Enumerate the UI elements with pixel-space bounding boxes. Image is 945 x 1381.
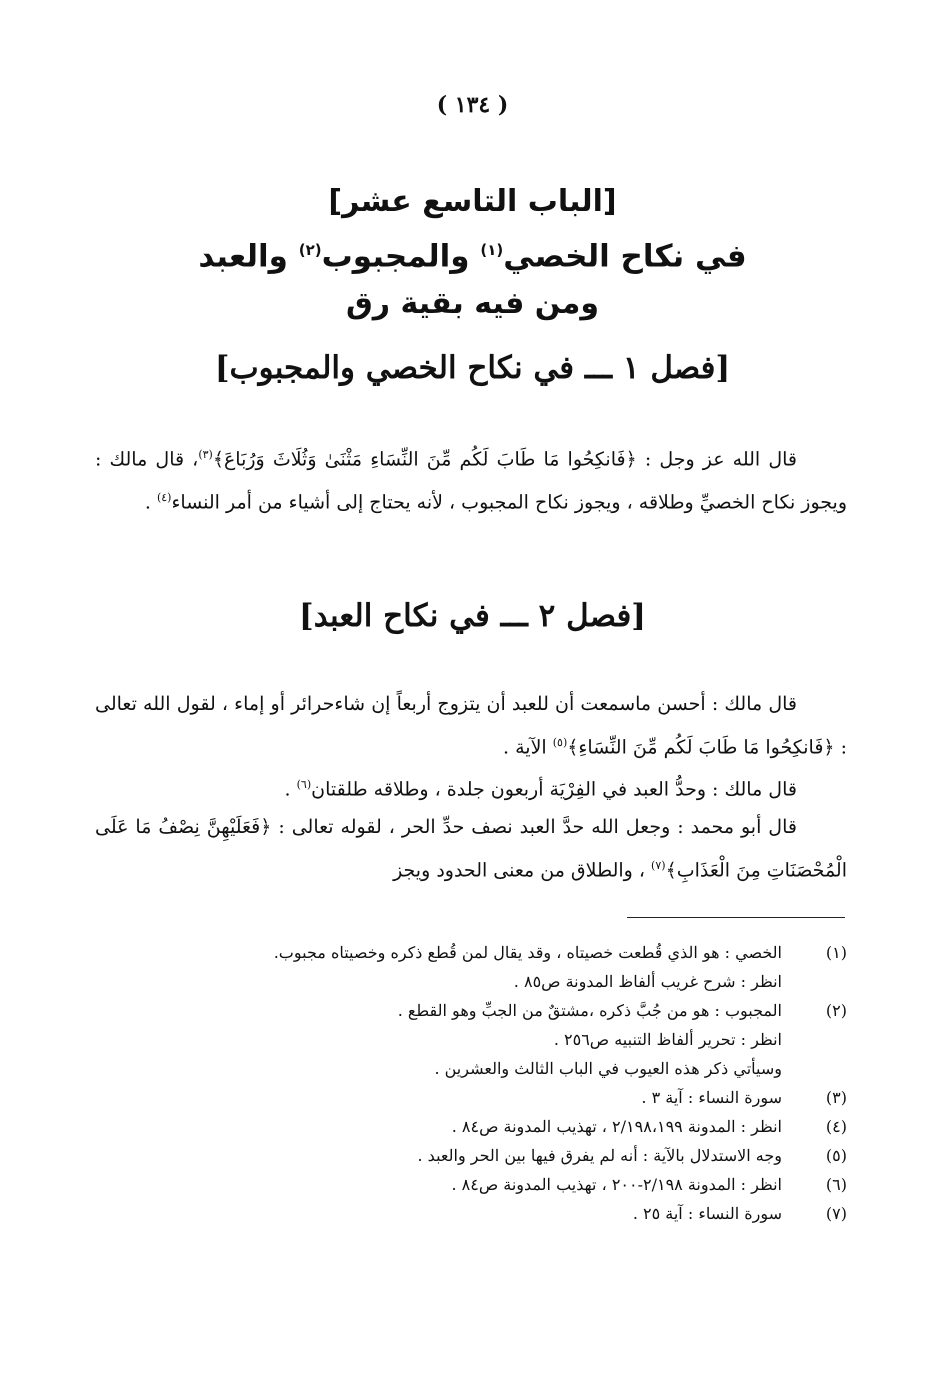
footnote-text: سورة النساء : آية ٣ . <box>641 1088 782 1107</box>
paragraph-text: قال الله عز وجل : ﴿فَانكِحُوا مَا طَابَ لَكُم مِّنَ النِّسَاءِ مَثْنَىٰ وَثُلَاثَ وَرُبَاعَ﴾ <box>212 448 797 471</box>
footnote-number: (٥) <box>825 1146 847 1165</box>
footnote <box>95 1199 847 1228</box>
section-1-paragraph <box>95 436 847 522</box>
section-2-body <box>95 686 847 889</box>
footnote <box>95 1141 847 1170</box>
footnote-number: (٧) <box>825 1204 847 1223</box>
chapter-title-part-c: والعبد <box>198 238 299 275</box>
paragraph-text: الآية . <box>503 735 553 758</box>
footnote-text: المجبوب : هو من جُبَّ ذكره ،مشتقٌ من الجبِّ وهو القطع . <box>397 1001 782 1020</box>
footnote <box>95 996 847 1025</box>
footnote-ref-7: (٧) <box>651 858 666 872</box>
chapter-title-part-a: في نكاح الخصي <box>503 238 747 275</box>
footnote-text: انظر : المدونة ٢/١٩٨،١٩٩ ، تهذيب المدونة ص٨٤ . <box>451 1117 782 1136</box>
footnote-text: سورة النساء : آية ٢٥ . <box>632 1204 782 1223</box>
footnote-number: (٤) <box>825 1117 847 1136</box>
footnote-text: وسيأتي ذكر هذه العيوب في الباب الثالث والعشرين . <box>434 1059 782 1078</box>
footnote-ref-2: (٢) <box>298 241 322 259</box>
footnote <box>95 1025 847 1054</box>
footnote-text: انظر : تحرير ألفاظ التنبيه ص٢٥٦ . <box>553 1030 782 1049</box>
section-2-heading: [فصل ٢ ـــ في نكاح العبد] <box>299 598 646 634</box>
footnote-number: (٢) <box>825 1001 847 1020</box>
chapter-title-part-b: والمجبوب <box>321 238 481 275</box>
footnote <box>95 938 847 967</box>
footnote-number: (٦) <box>825 1175 847 1194</box>
footnote-text: وجه الاستدلال بالآية : أنه لم يفرق فيها بين الحر والعبد . <box>417 1146 782 1165</box>
footnote-ref-4: (٤) <box>156 490 172 504</box>
footnote-text: الخصي : هو الذي قُطعت خصيتاه ، وقد يقال لمن قُطع ذكره وخصيتاه مجبوب. <box>273 943 782 962</box>
section-1-heading: [فصل ١ ـــ في نكاح الخصي والمجبوب] <box>214 350 731 386</box>
paragraph-text: قال مالك : أحسن ماسمعت أن للعبد أن يتزوج أربعاً إن شاءحرائر أو إماء ، لقول الله تعالى : ﴿فَانكِحُوا مَا طَابَ لَكُم مِّنَ النِّسَاءِ﴾ <box>95 693 847 758</box>
footnote <box>95 1083 847 1112</box>
footnote <box>95 1112 847 1141</box>
footnote-text: انظر : المدونة ٢/١٩٨-٢٠٠ ، تهذيب المدونة ص٨٤ . <box>451 1175 782 1194</box>
footnote-ref-6: (٦) <box>296 778 312 792</box>
paragraph-text: ، قال مالك : ويجوز نكاح الخصيِّ وطلاقه ، ويجوز نكاح المجبوب ، لأنه يحتاج إلى أشياء من أمر النساء <box>95 448 847 514</box>
footnote-number: (١) <box>825 943 847 962</box>
footnote-divider <box>627 917 845 918</box>
page-number: ( ١٣٤ ) <box>436 92 509 118</box>
paragraph-text: . <box>144 491 157 514</box>
footnote <box>95 1054 847 1083</box>
paragraph-text: ، والطلاق من معنى الحدود ويجز <box>393 858 652 881</box>
footnote-ref-3: (٣) <box>198 448 213 461</box>
chapter-title-line-3: ومن فيه بقية رق <box>345 286 600 322</box>
chapter-title <box>150 178 795 328</box>
footnotes <box>95 938 847 1228</box>
paragraph-text: قال مالك : وحدُّ العبد في الفِرْيَة أربعون جلدة ، وطلاقه طلقتان <box>311 778 797 801</box>
footnote-number: (٣) <box>825 1088 847 1107</box>
footnote-ref-5: (٥) <box>552 735 568 749</box>
footnote-ref-1: (١) <box>480 241 504 259</box>
footnote-text: انظر : شرح غريب ألفاظ المدونة ص٨٥ . <box>513 972 782 991</box>
chapter-title-line-1: [الباب التاسع عشر] <box>328 184 617 219</box>
paragraph-text: . <box>284 778 297 801</box>
section-2-paragraph-1 <box>95 686 847 766</box>
section-1-body <box>95 436 847 522</box>
chapter-title-line-2 <box>150 226 795 280</box>
footnote <box>95 967 847 996</box>
section-2-paragraph-2 <box>95 766 847 809</box>
section-2-paragraph-3 <box>95 809 847 889</box>
footnote <box>95 1170 847 1199</box>
paragraph-text: قال أبو محمد : وجعل الله حدَّ العبد نصف حدِّ الحر ، لقوله تعالى : ﴿فَعَلَيْهِنَّ نِصْفُ مَا عَلَى الْمُحْصَنَاتِ مِنَ الْعَذَابِ﴾ <box>95 816 847 881</box>
